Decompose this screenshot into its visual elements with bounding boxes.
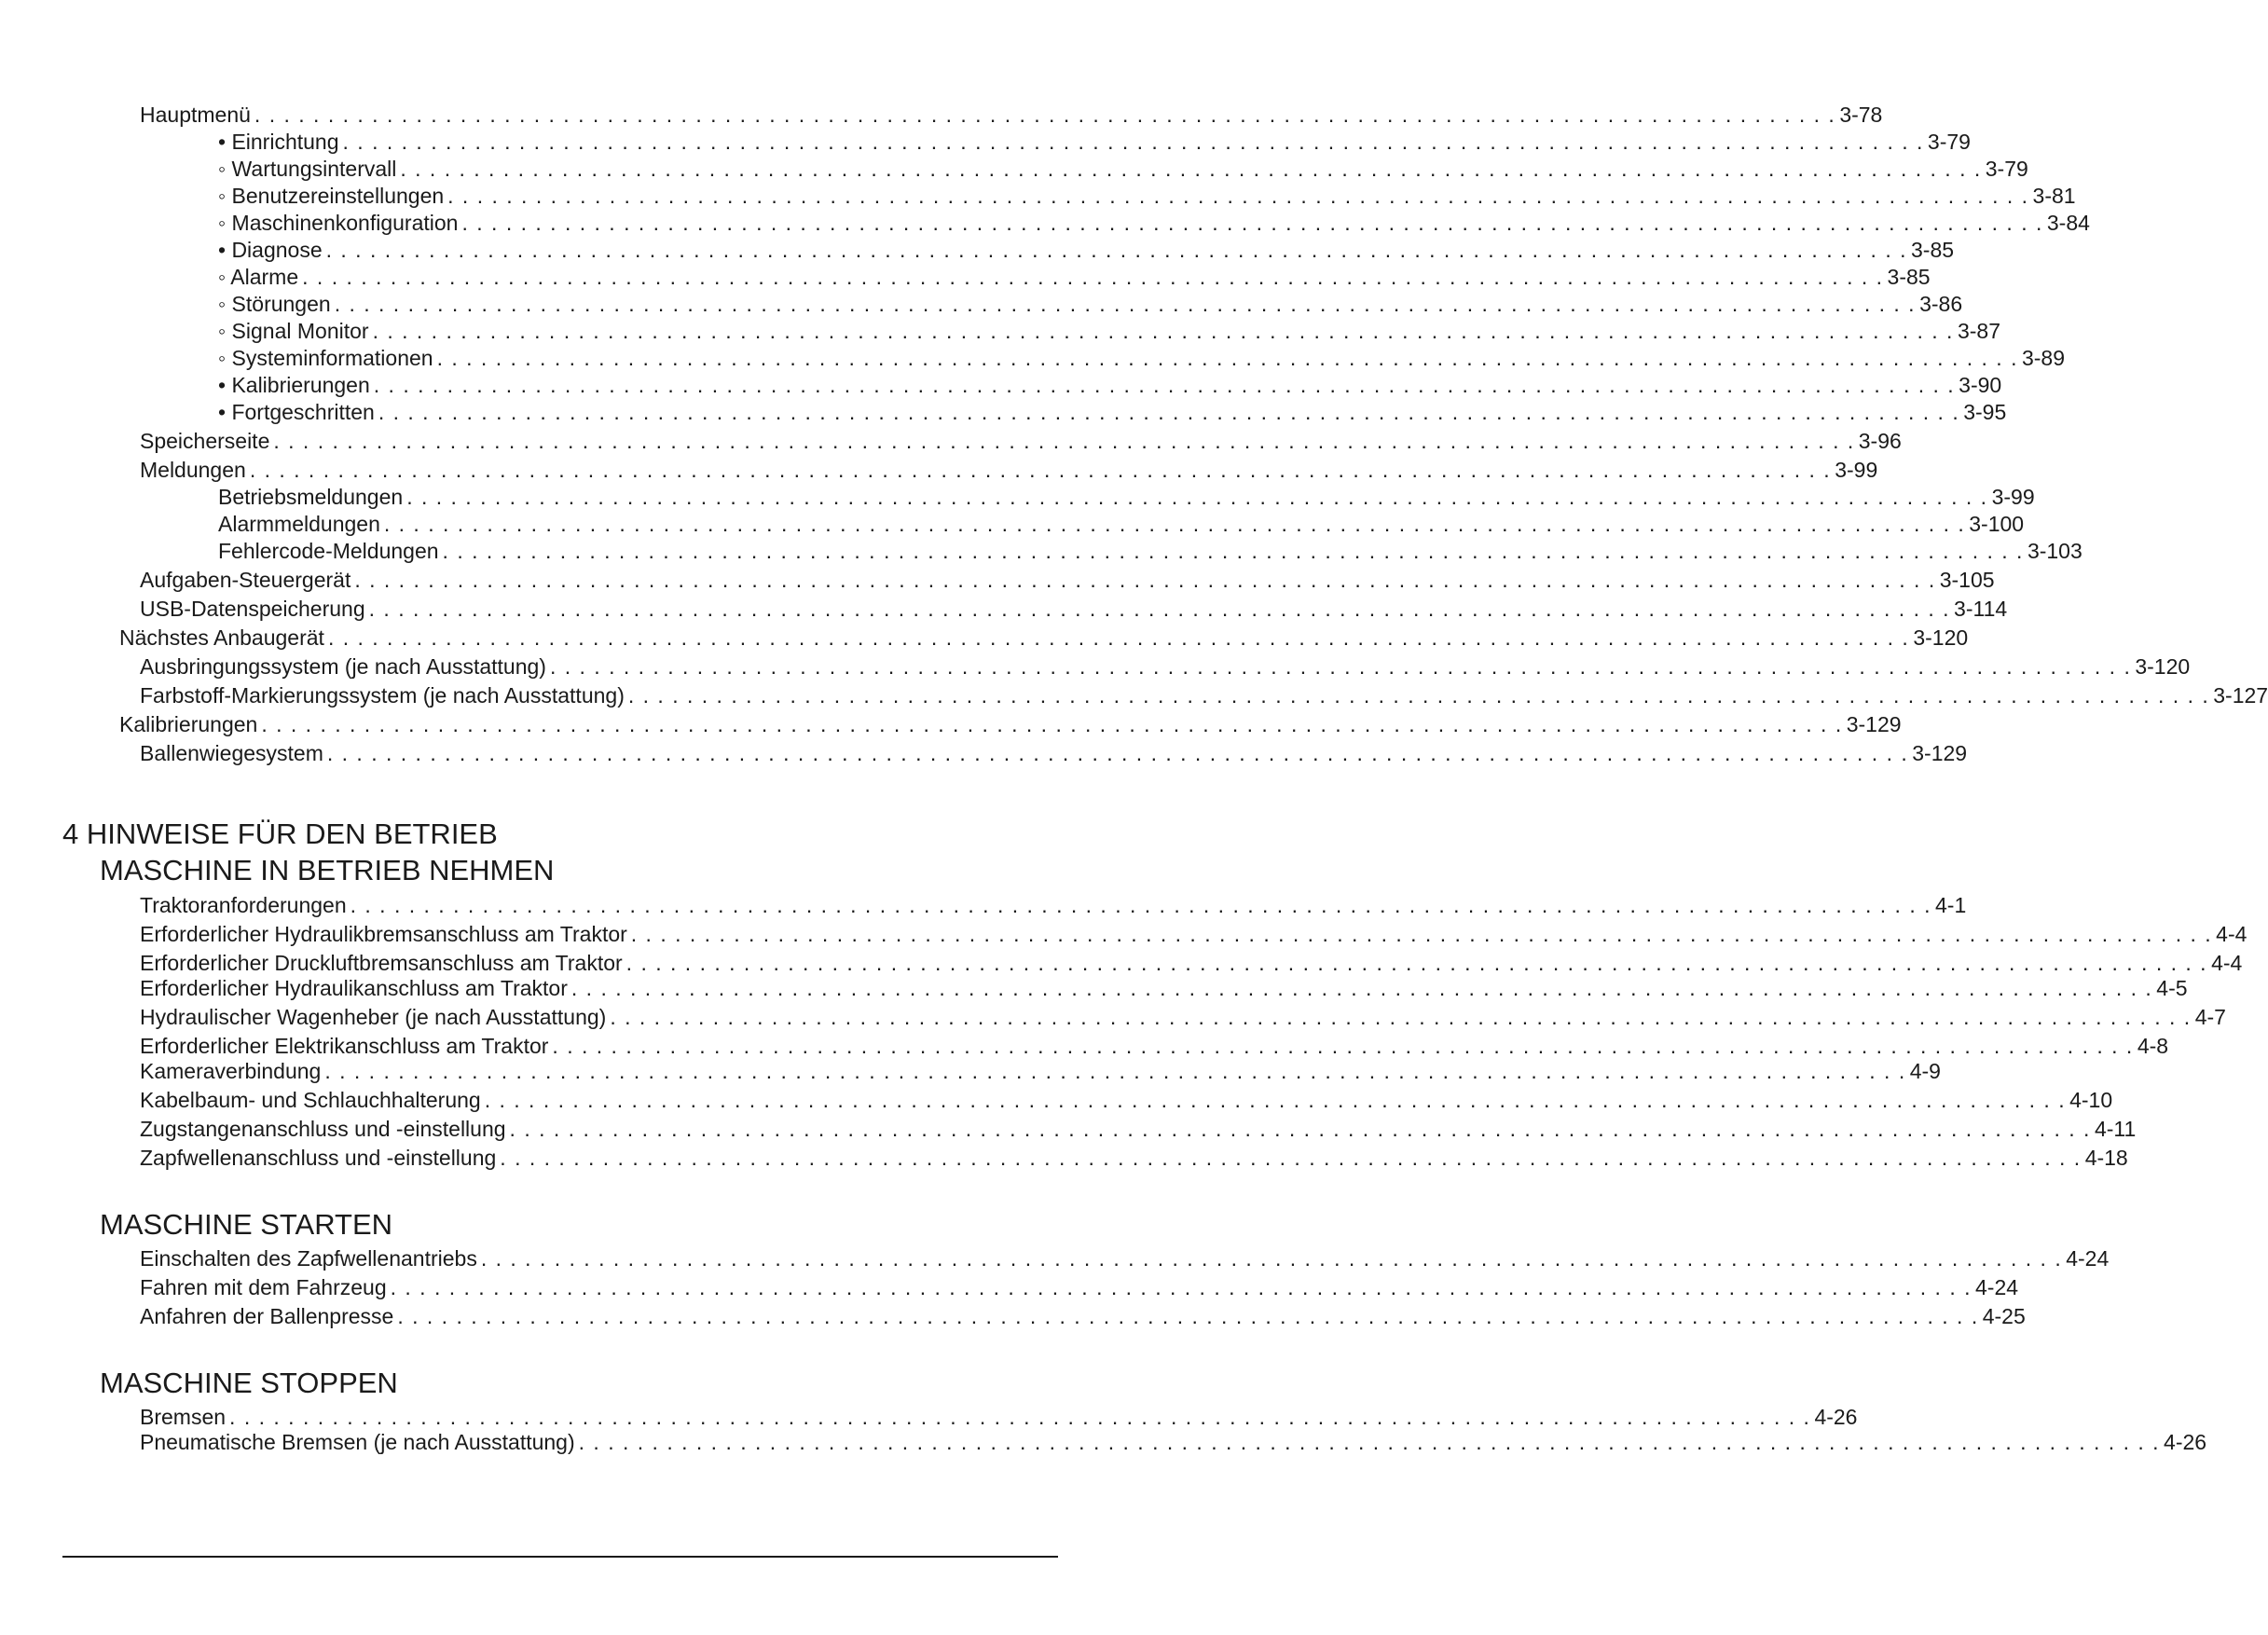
toc-dot-leader: . . . . . . . . . . . . . . . . . . . . . . . . . . . . . . . . . . . . . . . . . . . . . . . . . . . . . . . . . . . . . . . . . . . . . . . . . . . . . . . . . . . . . . . . . . . . . . . . . . . . . . . . . . . . bbox=[552, 1034, 2134, 1058]
toc-entry[interactable] bbox=[0, 976, 2188, 1001]
toc-dot-leader: . . . . . . . . . . . . . . . . . . . . . . . . . . . . . . . . . . . . . . . . . . . . . . . . . . . . . . . . . . . . . . . . . . . . . . . . . . . . . . . . . . . . . . . . . . . . . . . . . . . . . . . . . . . . bbox=[261, 712, 1843, 736]
section-title-betrieb-nehmen: MASCHINE IN BETRIEB NEHMEN bbox=[100, 854, 555, 886]
section-title-starten: MASCHINE STARTEN bbox=[100, 1208, 393, 1241]
toc-entry-page: 4-10 bbox=[2069, 1088, 2113, 1112]
toc-entry-title: Ausbringungssystem (je nach Ausstattung) bbox=[140, 654, 546, 679]
toc-entry[interactable] bbox=[0, 1146, 2128, 1171]
toc-entry-page: 3-86 bbox=[1919, 292, 1963, 316]
toc-entry-title: Einschalten des Zapfwellenantriebs bbox=[140, 1246, 477, 1271]
toc-entry-title: Erforderlicher Hydraulikanschluss am Traktor bbox=[140, 976, 568, 1000]
toc-entry[interactable] bbox=[0, 512, 2025, 537]
toc-entry[interactable] bbox=[0, 184, 2076, 209]
toc-entry-page: 4-25 bbox=[1982, 1304, 2026, 1328]
toc-dot-leader: . . . . . . . . . . . . . . . . . . . . . . . . . . . . . . . . . . . . . . . . . . . . . . . . . . . . . . . . . . . . . . . . . . . . . . . . . . . . . . . . . . . . . . . . . . . . . . . . . . . . . . . . . . . . bbox=[373, 373, 1956, 397]
toc-entry-title: ◦ Signal Monitor bbox=[218, 319, 369, 343]
toc-entry[interactable] bbox=[0, 292, 1963, 317]
toc-entry-page: 4-8 bbox=[2137, 1034, 2169, 1058]
toc-entry[interactable] bbox=[0, 103, 1883, 128]
toc-entry[interactable] bbox=[0, 211, 2090, 236]
toc-entry-page: 3-129 bbox=[1846, 712, 1902, 736]
toc-entry-page: 4-1 bbox=[1935, 893, 1967, 917]
toc-dot-leader: . . . . . . . . . . . . . . . . . . . . . . . . . . . . . . . . . . . . . . . . . . . . . . . . . . . . . . . . . . . . . . . . . . . . . . . . . . . . . . . . . . . . . . . . . . . . . . . . . . . . . . . . . . . . bbox=[354, 568, 1936, 592]
toc-dot-leader: . . . . . . . . . . . . . . . . . . . . . . . . . . . . . . . . . . . . . . . . . . . . . . . . . . . . . . . . . . . . . . . . . . . . . . . . . . . . . . . . . . . . . . . . . . . . . . . . . . . . . . . . . . . . bbox=[630, 922, 2213, 946]
toc-entry[interactable] bbox=[0, 741, 1968, 766]
toc-entry-title: Kameraverbindung bbox=[140, 1059, 322, 1083]
toc-dot-leader: . . . . . . . . . . . . . . . . . . . . . . . . . . . . . . . . . . . . . . . . . . . . . . . . . . . . . . . . . . . . . . . . . . . . . . . . . . . . . . . . . . . . . . . . . . . . . . . . . . . . . . . . . . . . bbox=[326, 741, 1909, 765]
toc-entry-page: 4-24 bbox=[1975, 1275, 2019, 1299]
toc-entry-page: 3-85 bbox=[1911, 238, 1955, 262]
toc-entry-title: ◦ Störungen bbox=[218, 292, 331, 316]
toc-entry-title: • Kalibrierungen bbox=[218, 373, 370, 397]
toc-entry-title: Pneumatische Bremsen (je nach Ausstattung) bbox=[140, 1430, 575, 1454]
toc-dot-leader: . . . . . . . . . . . . . . . . . . . . . . . . . . . . . . . . . . . . . . . . . . . . . . . . . . . . . . . . . . . . . . . . . . . . . . . . . . . . . . . . . . . . . . . . . . . . . . . . . . . . . . . . . . . . bbox=[461, 211, 2043, 235]
toc-entry[interactable] bbox=[0, 893, 1967, 918]
toc-entry[interactable] bbox=[0, 157, 2028, 182]
toc-dot-leader: . . . . . . . . . . . . . . . . . . . . . . . . . . . . . . . . . . . . . . . . . . . . . . . . . . . . . . . . . . . . . . . . . . . . . . . . . . . . . . . . . . . . . . . . . . . . . . . . . . . . . . . . . . . . bbox=[610, 1005, 2192, 1029]
toc-entry[interactable] bbox=[0, 346, 2066, 371]
toc-entry[interactable] bbox=[0, 568, 1995, 593]
toc-entry[interactable] bbox=[0, 373, 2002, 398]
toc-entry-title: ◦ Wartungsintervall bbox=[218, 157, 397, 181]
toc-entry-title: Kabelbaum- und Schlauchhalterung bbox=[140, 1088, 481, 1112]
toc-entry[interactable] bbox=[0, 238, 1955, 263]
toc-entry-page: 3-95 bbox=[1963, 400, 2007, 424]
toc-dot-leader: . . . . . . . . . . . . . . . . . . . . . . . . . . . . . . . . . . . . . . . . . . . . . . . . . . . . . . . . . . . . . . . . . . . . . . . . . . . . . . . . . . . . . . . . . . . . . . . . . . . . . . . . . . . . bbox=[509, 1117, 2091, 1141]
toc-entry-page: 3-90 bbox=[1959, 373, 2002, 397]
toc-dot-leader: . . . . . . . . . . . . . . . . . . . . . . . . . . . . . . . . . . . . . . . . . . . . . . . . . . . . . . . . . . . . . . . . . . . . . . . . . . . . . . . . . . . . . . . . . . . . . . . . . . . . . . . . . . . . bbox=[254, 103, 1836, 127]
toc-entry-page: 3-99 bbox=[1991, 485, 2035, 509]
toc-entry-title: Zugstangenanschluss und -einstellung bbox=[140, 1117, 506, 1141]
toc-entry-page: 3-105 bbox=[1939, 568, 1995, 592]
toc-entry-title: ◦ Benutzereinstellungen bbox=[218, 184, 445, 208]
toc-entry[interactable] bbox=[0, 597, 2008, 622]
toc-dot-leader: . . . . . . . . . . . . . . . . . . . . . . . . . . . . . . . . . . . . . . . . . . . . . . . . . . . . . . . . . . . . . . . . . . . . . . . . . . . . . . . . . . . . . . . . . . . . . . . . . . . . . . . . . . . . bbox=[342, 130, 1924, 154]
toc-entry[interactable] bbox=[0, 1117, 2137, 1142]
toc-entry-page: 3-129 bbox=[1912, 741, 1968, 765]
toc-entry-page: 3-127 bbox=[2213, 683, 2268, 708]
toc-entry[interactable] bbox=[0, 1405, 1858, 1430]
toc-entry-page: 3-99 bbox=[1835, 458, 1878, 482]
toc-entry[interactable] bbox=[0, 130, 1971, 155]
toc-entry-page: 3-78 bbox=[1839, 103, 1883, 127]
toc-entry-page: 4-5 bbox=[2156, 976, 2188, 1000]
toc-entry-title: ◦ Systeminformationen bbox=[218, 346, 433, 370]
toc-entry-title: Speicherseite bbox=[140, 429, 270, 453]
toc-entry-page: 4-26 bbox=[1814, 1405, 1858, 1429]
toc-entry[interactable] bbox=[0, 1430, 2207, 1455]
toc-entry-page: 3-84 bbox=[2046, 211, 2090, 235]
toc-entry-page: 4-24 bbox=[2066, 1246, 2110, 1271]
toc-dot-leader: . . . . . . . . . . . . . . . . . . . . . . . . . . . . . . . . . . . . . . . . . . . . . . . . . . . . . . . . . . . . . . . . . . . . . . . . . . . . . . . . . . . . . . . . . . . . . . . . . . . . . . . . . . . . bbox=[549, 654, 2132, 679]
toc-dot-leader: . . . . . . . . . . . . . . . . . . . . . . . . . . . . . . . . . . . . . . . . . . . . . . . . . . . . . . . . . . . . . . . . . . . . . . . . . . . . . . . . . . . . . . . . . . . . . . . . . . . . . . . . . . . . bbox=[378, 400, 1960, 424]
toc-entry-title: Farbstoff-Markierungssystem (je nach Ausstattung) bbox=[140, 683, 625, 708]
toc-dot-leader: . . . . . . . . . . . . . . . . . . . . . . . . . . . . . . . . . . . . . . . . . . . . . . . . . . . . . . . . . . . . . . . . . . . . . . . . . . . . . . . . . . . . . . . . . . . . . . . . . . . . . . . . . . . . bbox=[334, 292, 1917, 316]
toc-entry-title: Meldungen bbox=[140, 458, 246, 482]
toc-dot-leader: . . . . . . . . . . . . . . . . . . . . . . . . . . . . . . . . . . . . . . . . . . . . . . . . . . . . . . . . . . . . . . . . . . . . . . . . . . . . . . . . . . . . . . . . . . . . . . . . . . . . . . . . . . . . bbox=[447, 184, 2029, 208]
toc-entry[interactable] bbox=[0, 1246, 2110, 1271]
toc-dot-leader: . . . . . . . . . . . . . . . . . . . . . . . . . . . . . . . . . . . . . . . . . . . . . . . . . . . . . . . . . . . . . . . . . . . . . . . . . . . . . . . . . . . . . . . . . . . . . . . . . . . . . . . . . . . . bbox=[500, 1146, 2082, 1170]
toc-entry-page: 4-9 bbox=[1909, 1059, 1941, 1083]
toc-entry[interactable] bbox=[0, 539, 2082, 564]
toc-entry-page: 3-87 bbox=[1957, 319, 2000, 343]
toc-dot-leader: . . . . . . . . . . . . . . . . . . . . . . . . . . . . . . . . . . . . . . . . . . . . . . . . . . . . . . . . . . . . . . . . . . . . . . . . . . . . . . . . . . . . . . . . . . . . . . . . . . . . . . . . . . . . bbox=[324, 1059, 1906, 1083]
toc-entry-title: Hauptmenü bbox=[140, 103, 251, 127]
toc-dot-leader: . . . . . . . . . . . . . . . . . . . . . . . . . . . . . . . . . . . . . . . . . . . . . . . . . . . . . . . . . . . . . . . . . . . . . . . . . . . . . . . . . . . . . . . . . . . . . . . . . . . . . . . . . . . . bbox=[325, 238, 1908, 262]
toc-entry-title: Anfahren der Ballenpresse bbox=[140, 1304, 394, 1328]
toc-dot-leader: . . . . . . . . . . . . . . . . . . . . . . . . . . . . . . . . . . . . . . . . . . . . . . . . . . . . . . . . . . . . . . . . . . . . . . . . . . . . . . . . . . . . . . . . . . . . . . . . . . . . . . . . . . . . bbox=[383, 512, 1966, 536]
toc-entry-title: Erforderlicher Elektrikanschluss am Traktor bbox=[140, 1034, 549, 1058]
toc-entry-page: 3-120 bbox=[2135, 654, 2191, 679]
toc-entry-page: 4-18 bbox=[2084, 1146, 2128, 1170]
toc-entry[interactable] bbox=[0, 1059, 1941, 1084]
toc-entry-page: 3-100 bbox=[1969, 512, 2025, 536]
toc-entry-title: Betriebsmeldungen bbox=[218, 485, 404, 509]
toc-entry[interactable] bbox=[0, 1275, 2019, 1300]
toc-entry-page: 3-96 bbox=[1858, 429, 1902, 453]
toc-entry-page: 4-26 bbox=[2164, 1430, 2207, 1454]
toc-entry-page: 4-11 bbox=[2094, 1117, 2137, 1141]
toc-dot-leader: . . . . . . . . . . . . . . . . . . . . . . . . . . . . . . . . . . . . . . . . . . . . . . . . . . . . . . . . . . . . . . . . . . . . . . . . . . . . . . . . . . . . . . . . . . . . . . . . . . . . . . . . . . . . bbox=[442, 539, 2024, 563]
toc-entry[interactable] bbox=[0, 654, 2191, 680]
toc-dot-leader: . . . . . . . . . . . . . . . . . . . . . . . . . . . . . . . . . . . . . . . . . . . . . . . . . . . . . . . . . . . . . . . . . . . . . . . . . . . . . . . . . . . . . . . . . . . . . . . . . . . . . . . . . . . . bbox=[627, 683, 2210, 708]
toc-entry-title: Hydraulischer Wagenheber (je nach Ausstattung) bbox=[140, 1005, 607, 1029]
toc-entry-title: Kalibrierungen bbox=[119, 712, 258, 736]
toc-entry-page: 3-79 bbox=[1985, 157, 2028, 181]
toc-entry-page: 3-85 bbox=[1887, 265, 1931, 289]
toc-entry-page: 3-89 bbox=[2021, 346, 2066, 370]
toc-dot-leader: . . . . . . . . . . . . . . . . . . . . . . . . . . . . . . . . . . . . . . . . . . . . . . . . . . . . . . . . . . . . . . . . . . . . . . . . . . . . . . . . . . . . . . . . . . . . . . . . . . . . . . . . . . . . bbox=[578, 1430, 2161, 1454]
toc-dot-leader: . . . . . . . . . . . . . . . . . . . . . . . . . . . . . . . . . . . . . . . . . . . . . . . . . . . . . . . . . . . . . . . . . . . . . . . . . . . . . . . . . . . . . . . . . . . . . . . . . . . . . . . . . . . . bbox=[273, 429, 1855, 453]
toc-dot-leader: . . . . . . . . . . . . . . . . . . . . . . . . . . . . . . . . . . . . . . . . . . . . . . . . . . . . . . . . . . . . . . . . . . . . . . . . . . . . . . . . . . . . . . . . . . . . . . . . . . . . . . . . . . . . bbox=[368, 597, 1951, 621]
toc-entry[interactable] bbox=[0, 922, 2247, 947]
toc-entry[interactable] bbox=[0, 1005, 2226, 1030]
toc-entry-title: • Diagnose bbox=[218, 238, 323, 262]
toc-entry-title: Erforderlicher Hydraulikbremsanschluss am Traktor bbox=[140, 922, 627, 946]
toc-entry-title: Alarmmeldungen bbox=[218, 512, 380, 536]
toc-entry-title: Ballenwiegesystem bbox=[140, 741, 323, 765]
toc-entry-title: Nächstes Anbaugerät bbox=[119, 625, 324, 650]
toc-dot-leader: . . . . . . . . . . . . . . . . . . . . . . . . . . . . . . . . . . . . . . . . . . . . . . . . . . . . . . . . . . . . . . . . . . . . . . . . . . . . . . . . . . . . . . . . . . . . . . . . . . . . . . . . . . . . bbox=[406, 485, 1988, 509]
toc-entry-page: 4-4 bbox=[2211, 951, 2243, 975]
toc-entry[interactable] bbox=[0, 265, 1931, 290]
toc-entry-title: • Einrichtung bbox=[218, 130, 339, 154]
toc-entry-page: 3-103 bbox=[2027, 539, 2082, 563]
toc-entry-page: 3-81 bbox=[2032, 184, 2076, 208]
toc-entry-page: 3-120 bbox=[1913, 625, 1969, 650]
toc-dot-leader: . . . . . . . . . . . . . . . . . . . . . . . . . . . . . . . . . . . . . . . . . . . . . . . . . . . . . . . . . . . . . . . . . . . . . . . . . . . . . . . . . . . . . . . . . . . . . . . . . . . . . . . . . . . . bbox=[302, 265, 1884, 289]
toc-entry-title: Fehlercode-Meldungen bbox=[218, 539, 439, 563]
toc-entry-page: 4-4 bbox=[2216, 922, 2247, 946]
toc-entry-title: Erforderlicher Druckluftbremsanschluss am Traktor bbox=[140, 951, 623, 975]
toc-entry-page: 4-7 bbox=[2194, 1005, 2226, 1029]
toc-entry-title: Aufgaben-Steuergerät bbox=[140, 568, 351, 592]
toc-dot-leader: . . . . . . . . . . . . . . . . . . . . . . . . . . . . . . . . . . . . . . . . . . . . . . . . . . . . . . . . . . . . . . . . . . . . . . . . . . . . . . . . . . . . . . . . . . . . . . . . . . . . . . . . . . . . bbox=[350, 893, 1932, 917]
toc-entry[interactable] bbox=[0, 683, 2268, 708]
footer-rule bbox=[62, 1556, 1058, 1558]
toc-entry-title: ◦ Maschinenkonfiguration bbox=[218, 211, 459, 235]
toc-dot-leader: . . . . . . . . . . . . . . . . . . . . . . . . . . . . . . . . . . . . . . . . . . . . . . . . . . . . . . . . . . . . . . . . . . . . . . . . . . . . . . . . . . . . . . . . . . . . . . . . . . . . . . . . . . . . bbox=[570, 976, 2153, 1000]
toc-entry-page: 3-114 bbox=[1954, 597, 2008, 621]
toc-dot-leader: . . . . . . . . . . . . . . . . . . . . . . . . . . . . . . . . . . . . . . . . . . . . . . . . . . . . . . . . . . . . . . . . . . . . . . . . . . . . . . . . . . . . . . . . . . . . . . . . . . . . . . . . . . . . bbox=[400, 157, 1982, 181]
toc-entry-title: • Fortgeschritten bbox=[218, 400, 375, 424]
toc-dot-leader: . . . . . . . . . . . . . . . . . . . . . . . . . . . . . . . . . . . . . . . . . . . . . . . . . . . . . . . . . . . . . . . . . . . . . . . . . . . . . . . . . . . . . . . . . . . . . . . . . . . . . . . . . . . . bbox=[372, 319, 1954, 343]
toc-entry[interactable] bbox=[0, 400, 2007, 425]
toc-dot-leader: . . . . . . . . . . . . . . . . . . . . . . . . . . . . . . . . . . . . . . . . . . . . . . . . . . . . . . . . . . . . . . . . . . . . . . . . . . . . . . . . . . . . . . . . . . . . . . . . . . . . . . . . . . . . bbox=[327, 625, 1910, 650]
toc-dot-leader: . . . . . . . . . . . . . . . . . . . . . . . . . . . . . . . . . . . . . . . . . . . . . . . . . . . . . . . . . . . . . . . . . . . . . . . . . . . . . . . . . . . . . . . . . . . . . . . . . . . . . . . . . . . . bbox=[397, 1304, 1979, 1328]
toc-dot-leader: . . . . . . . . . . . . . . . . . . . . . . . . . . . . . . . . . . . . . . . . . . . . . . . . . . . . . . . . . . . . . . . . . . . . . . . . . . . . . . . . . . . . . . . . . . . . . . . . . . . . . . . . . . . . bbox=[249, 458, 1832, 482]
toc-entry[interactable] bbox=[0, 458, 1878, 483]
toc-entry-page: 3-79 bbox=[1927, 130, 1971, 154]
toc-entry[interactable] bbox=[0, 1304, 2026, 1329]
section-title-stoppen: MASCHINE STOPPEN bbox=[100, 1367, 398, 1399]
toc-entry[interactable] bbox=[0, 1034, 2169, 1059]
toc-entry[interactable] bbox=[0, 485, 2035, 510]
toc-entry-title: Zapfwellenanschluss und -einstellung bbox=[140, 1146, 497, 1170]
toc-entry[interactable] bbox=[0, 1088, 2113, 1113]
toc-entry-title: Fahren mit dem Fahrzeug bbox=[140, 1275, 387, 1299]
toc-dot-leader: . . . . . . . . . . . . . . . . . . . . . . . . . . . . . . . . . . . . . . . . . . . . . . . . . . . . . . . . . . . . . . . . . . . . . . . . . . . . . . . . . . . . . . . . . . . . . . . . . . . . . . . . . . . . bbox=[480, 1246, 2063, 1271]
toc-entry-title: Traktoranforderungen bbox=[140, 893, 347, 917]
toc-dot-leader: . . . . . . . . . . . . . . . . . . . . . . . . . . . . . . . . . . . . . . . . . . . . . . . . . . . . . . . . . . . . . . . . . . . . . . . . . . . . . . . . . . . . . . . . . . . . . . . . . . . . . . . . . . . . bbox=[390, 1275, 1972, 1299]
toc-entry-title: Bremsen bbox=[140, 1405, 227, 1429]
toc-dot-leader: . . . . . . . . . . . . . . . . . . . . . . . . . . . . . . . . . . . . . . . . . . . . . . . . . . . . . . . . . . . . . . . . . . . . . . . . . . . . . . . . . . . . . . . . . . . . . . . . . . . . . . . . . . . . bbox=[625, 951, 2208, 975]
toc-dot-leader: . . . . . . . . . . . . . . . . . . . . . . . . . . . . . . . . . . . . . . . . . . . . . . . . . . . . . . . . . . . . . . . . . . . . . . . . . . . . . . . . . . . . . . . . . . . . . . . . . . . . . . . . . . . . bbox=[436, 346, 2018, 370]
toc-dot-leader: . . . . . . . . . . . . . . . . . . . . . . . . . . . . . . . . . . . . . . . . . . . . . . . . . . . . . . . . . . . . . . . . . . . . . . . . . . . . . . . . . . . . . . . . . . . . . . . . . . . . . . . . . . . . bbox=[484, 1088, 2067, 1112]
toc-entry-title: ◦ Alarme bbox=[218, 265, 299, 289]
toc-entry[interactable] bbox=[0, 712, 1902, 737]
toc-entry[interactable] bbox=[0, 951, 2243, 976]
toc-entry[interactable] bbox=[0, 429, 1902, 454]
toc-entry-title: USB-Datenspeicherung bbox=[140, 597, 365, 621]
toc-entry[interactable] bbox=[0, 625, 1969, 651]
toc-dot-leader: . . . . . . . . . . . . . . . . . . . . . . . . . . . . . . . . . . . . . . . . . . . . . . . . . . . . . . . . . . . . . . . . . . . . . . . . . . . . . . . . . . . . . . . . . . . . . . . . . . . . . . . . . . . . bbox=[229, 1405, 1811, 1429]
toc-entry[interactable] bbox=[0, 319, 2000, 344]
chapter-title: 4 HINWEISE FÜR DEN BETRIEB bbox=[62, 818, 498, 850]
